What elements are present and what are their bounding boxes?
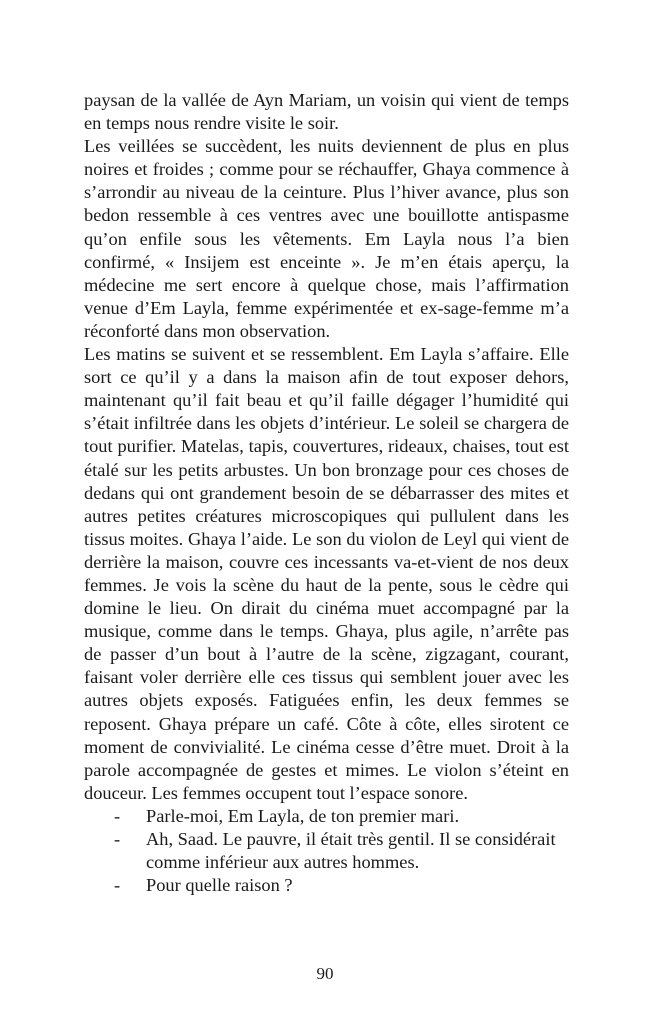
page-number: 90	[316, 964, 334, 983]
dialogue-list	[84, 805, 569, 897]
dialogue-line	[84, 874, 569, 897]
paragraph-intro: paysan de la vallée de Ayn Mariam, un voisin qui vient de temps en temps nous rendre visite le soir.	[84, 90, 569, 134]
dialogue-dash: -	[114, 829, 121, 849]
dialogue-dash: -	[114, 805, 121, 826]
dialogue-dash: -	[114, 875, 121, 896]
paragraph-veillees: Les veillées se succèdent, les nuits deviennent de plus en plus noires et froides ; comme pour se réchauffer, Ghaya commence à s’arrondir au niveau de la ceinture. Plus l’hiver avance, plus son bedon ressemble à ces ventres avec une bouillotte antispasme qu’on enfile sous les vêtements. Em Layla nous l’a bien confirmé, « Insijem est enceinte ». Je m’en étais aperçu, la médecine me sert encore à quelque chose, mais l’affirmation venue d’Em Layla, femme expérimentée et ex-sage-femme m’a réconforté dans mon observation.	[84, 136, 569, 341]
page-body	[84, 89, 569, 897]
dialogue-text: Ah, Saad. Le pauvre, il était très gentil. Il se considérait comme inférieur aux autres hommes.	[146, 829, 556, 873]
dialogue-line	[84, 828, 569, 874]
paragraph-matins: Les matins se suivent et se ressemblent. Em Layla s’affaire. Elle sort ce qu’il y a dans la maison afin de tout exposer dehors, maintenant qu’il fait beau et qu’il faille dégager l’humidité qui s’était infiltrée dans les objets d’intérieur. Le soleil se chargera de tout purifier. Matelas, tapis, couvertures, rideaux, chaises, tout est étalé sur les petits arbustes. Un bon bronzage pour ces choses de dedans qui ont grandement besoin de se débarrasser des mites et autres petites créatures microscopiques qui pullulent dans les tissus moites. Ghaya l’aide. Le son du violon de Leyl qui vient de derrière la maison, couvre ces incessants va-et-vient de nos deux femmes. Je vois la scène du haut de la pente, sous le cèdre qui domine le lieu. On dirait du cinéma muet accompagné par la musique, comme dans le temps. Ghaya, plus agile, n’arrête pas de passer d’un bout à l’autre de la scène, zigzagant, courant, faisant voler derrière elle ces tissus qui semblent jouer avec les autres objets exposés. Fatiguées enfin, les deux femmes se reposent. Ghaya prépare un café. Côte à côte, elles sirotent ce moment de convivialité. Le cinéma cesse d’être muet. Droit à la parole accompagnée de gestes et mimes. Le violon s’éteint en douceur. Les femmes occupent tout l’espace sonore.	[84, 344, 569, 803]
dialogue-text: Parle-moi, Em Layla, de ton premier mari.	[146, 805, 460, 826]
dialogue-text: Pour quelle raison ?	[146, 875, 293, 896]
dialogue-line	[84, 805, 569, 828]
